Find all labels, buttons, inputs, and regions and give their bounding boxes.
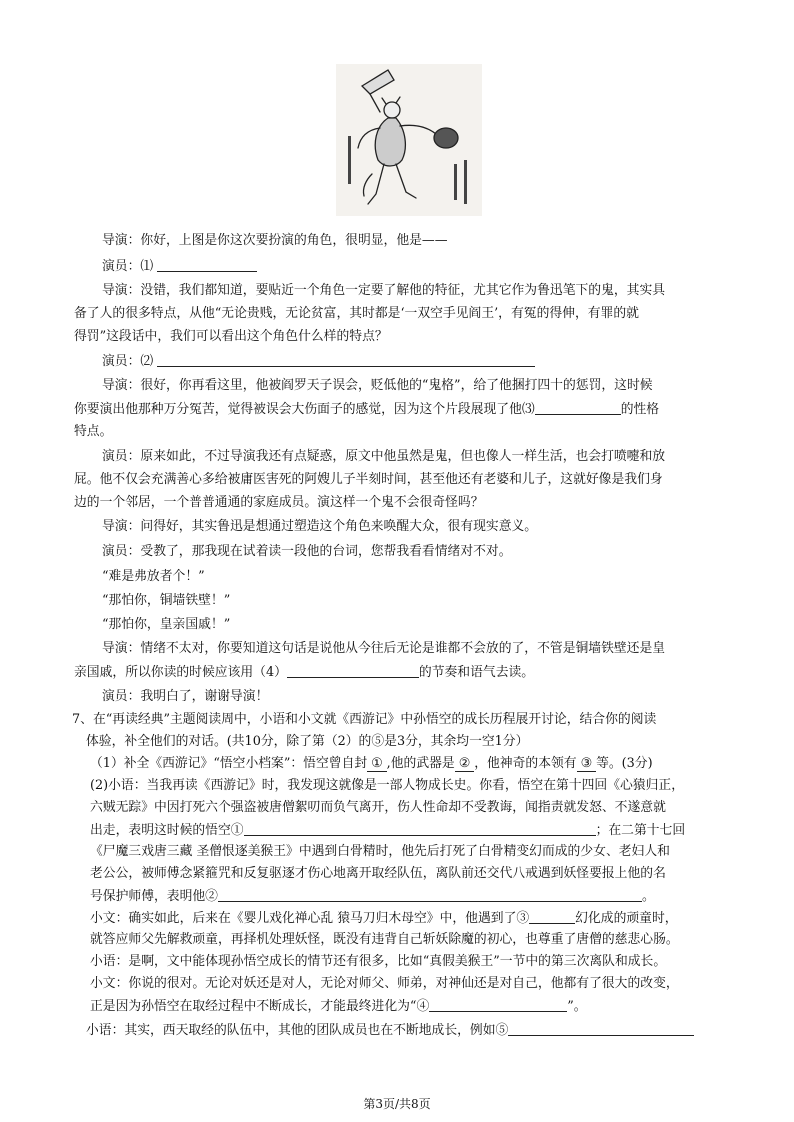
quote-line: “难是弗放者个！” — [102, 569, 205, 584]
dialogue-line — [74, 663, 534, 681]
q-text: 等。(3分) — [596, 756, 653, 771]
q-text: 正是因为孙悟空在取经过程中不断成长，才能最终进化为“④ — [90, 999, 430, 1014]
dialogue-line: 演员：原来如此，不过导演我还有点疑惑，原文中他虽然是鬼，但也像人一样生活，也会打喷嚏和放 — [102, 449, 666, 464]
question-7-line — [90, 909, 678, 927]
answer-blank-q4[interactable] — [429, 997, 567, 1012]
blank-1[interactable]: ① — [367, 756, 386, 772]
quote-line: “那怕你，皇亲国戚！” — [102, 617, 231, 632]
question-7-line — [90, 887, 655, 905]
answer-blank-4[interactable] — [287, 663, 419, 678]
question-7-line — [86, 1021, 694, 1039]
dialogue-line: 特点。 — [74, 424, 113, 439]
answer-blank-3[interactable] — [535, 400, 621, 415]
q-text: （1）补全《西游记》“悟空小档案”：悟空曾自封 — [90, 756, 368, 771]
dialogue-line — [102, 257, 257, 275]
dialogue-text: 的节奏和语气去读。 — [418, 665, 535, 680]
quote-line: “那怕你，铜墙铁壁！” — [102, 593, 231, 608]
blank-2[interactable]: ② — [455, 756, 474, 772]
question-7-line: 老公公，被师傅念紧箍咒和反复驱逐才伤心地离开取经队伍，离队前还交代八戒遇到妖怪要报上他的名 — [90, 866, 666, 881]
question-7-part-2: (2)小语：当我再读《西游记》时，我发现这就像是一部人物成长史。你看，悟空在第十四回《心猿归正， — [90, 778, 684, 793]
answer-blank-q1[interactable] — [244, 821, 596, 836]
dialogue-line: 导演：很好，你再看这里，他被阎罗天子误会，贬低他的“鬼格”，给了他捆打四十的惩罚，这时候 — [102, 378, 653, 393]
dialogue-line — [74, 400, 659, 418]
q-text: 幻化成的顽童时， — [575, 911, 678, 926]
question-7-line: 六贼无踪》中因打死六个强盗被唐僧絮叨而负气离开，伤人性命却不受教诲，闻指责就发怒、不遂意就 — [90, 800, 666, 815]
question-7-stem: 7、在“再读经典”主题阅读周中，小语和小文就《西游记》中孙悟空的成长历程展开讨论，结合你的阅读 — [72, 712, 657, 727]
q-text: ，他神奇的本领有 — [474, 756, 577, 771]
dialogue-line: 演员：受教了，那我现在试着读一段他的台词，您帮我看看情绪对不对。 — [102, 544, 512, 559]
question-7-stem: 体验，补全他们的对话。(共10分，除了第（2）的⑤是3分，其余均一空1分） — [86, 734, 529, 749]
q-text: 小文：确实如此，后来在《婴儿戏化禅心乱 猿马刀归木母空》中，他遇到了③ — [90, 911, 530, 926]
blank-3[interactable]: ③ — [577, 756, 596, 772]
question-7-part-1 — [90, 755, 653, 772]
question-7-line — [90, 821, 685, 839]
answer-blank-q2[interactable] — [218, 887, 642, 902]
dialogue-text: 亲国戚，所以你读的时候应该用（4） — [74, 665, 287, 680]
dialogue-text: 的性格 — [620, 402, 660, 417]
q-text: ；在二第十七回 — [595, 823, 686, 838]
q-text: 。 — [641, 889, 655, 904]
q-text: ”。 — [567, 999, 587, 1014]
answer-label: 演员：⑴ — [102, 259, 154, 274]
answer-blank-2[interactable] — [157, 352, 535, 367]
answer-label: 演员：⑵ — [102, 354, 154, 369]
question-7-line — [90, 997, 587, 1015]
q-text: 号保护师傅，表明他② — [90, 889, 218, 904]
dialogue-line: 屁。他不仅会充满善心多给被庸医害死的阿嫂儿子半刻时间，甚至他还有老婆和儿子，这就好像是我们身 — [74, 472, 663, 487]
ghost-character-illustration — [336, 64, 482, 216]
question-7-line: 就答应师父先解救顽童，再择机处理妖怪，既没有违背自己斩妖除魔的初心，也尊重了唐僧的慈悲心肠。 — [90, 932, 679, 947]
dialogue-line — [102, 352, 535, 370]
question-7-line: 小语：是啊，文中能体现孙悟空成长的情节还有很多，比如“真假美猴王”一节中的第三次离队和成长。 — [90, 954, 667, 969]
dialogue-line: 导演：问得好，其实鲁迅是想通过塑造这个角色来唤醒大众，很有现实意义。 — [102, 519, 538, 534]
question-7-line: 《尸魔三戏唐三藏 圣僧恨逐美猴王》中遇到白骨精时，他先后打死了白骨精变幻而成的少女、老妇人和 — [90, 844, 670, 859]
dialogue-line: 导演：情绪不太对，你要知道这句话是说他从今往后无论是谁都不会放的了，不管是铜墙铁壁还是皇 — [102, 641, 666, 656]
dialogue-text: 你要演出他那种万分冤苦，觉得被误会大伤面子的感觉，因为这个片段展现了他⑶ — [74, 402, 535, 417]
answer-blank-1[interactable] — [157, 257, 257, 272]
question-7-line: 小文：你说的很对。无论对妖还是对人，无论对师父、师弟，对神仙还是对自己，他都有了很大的改变， — [90, 976, 679, 991]
dialogue-line: 导演：你好，上图是你这次要扮演的角色，很明显，他是—— — [102, 233, 448, 248]
q-text: 出走，表明这时候的悟空① — [90, 823, 244, 838]
dialogue-line: 边的一个邻居，一个普普通通的家庭成员。演这样一个鬼不会很奇怪吗？ — [74, 495, 484, 510]
answer-blank-q3[interactable] — [529, 909, 575, 924]
dialogue-line: 演员：我明白了，谢谢导演！ — [102, 689, 269, 704]
page-footer: 第3页/共8页 — [363, 1097, 431, 1111]
q-text: ,他的武器是 — [386, 756, 455, 771]
q-text: 小语：其实，西天取经的队伍中，其他的团队成员也在不断地成长，例如⑤ — [86, 1023, 509, 1038]
dialogue-line: 备了人的很多特点，从他“无论贵贱，无论贫富，其时都是‘一双空手见阎王’，有冤的得伸，有罪的就 — [74, 306, 639, 321]
dialogue-line: 得罚”这段话中，我们可以看出这个角色什么样的特点？ — [74, 329, 388, 344]
answer-blank-q5[interactable] — [508, 1021, 694, 1036]
dialogue-line: 导演：没错，我们都知道，要贴近一个角色一定要了解他的特征，尤其它作为鲁迅笔下的鬼，其实具 — [102, 283, 666, 298]
